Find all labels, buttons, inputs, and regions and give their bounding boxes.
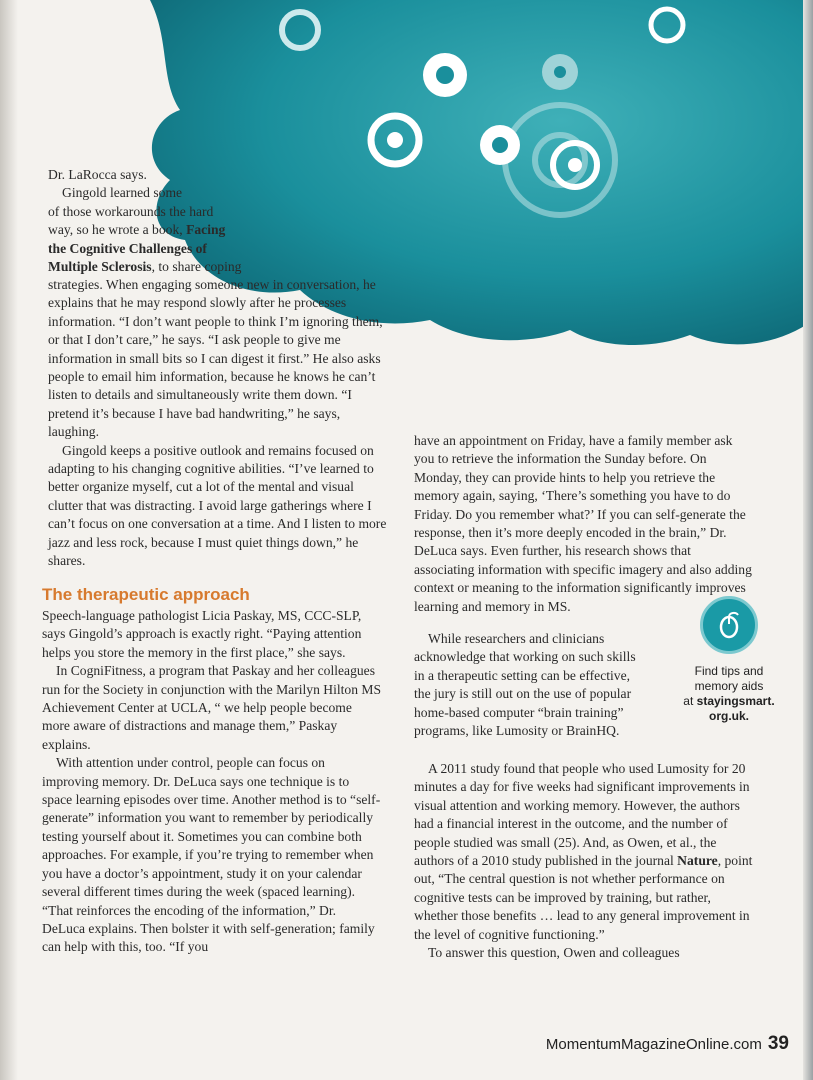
intro-line: of those workarounds the hard	[48, 203, 214, 219]
left-column-bottom	[42, 607, 382, 957]
book-title: Multiple Sclerosis	[48, 259, 152, 275]
callout-line: Find tips and	[694, 664, 764, 678]
paragraph: To answer this question, Owen and colleagues	[428, 945, 680, 961]
callout-link[interactable]: org.uk.	[708, 709, 749, 723]
paragraph: With attention under control, people can focus on improving memory. Dr. DeLuca says one technique is to space learning episodes over time. Another method is to “self-generate” information you want to remember by periodically testing yourself about it. Sometimes you can combine both approaches. For example, if you’re trying to remember when you have a doctor’s appointment, study it on your calendar several different times during the week (spaced learning). “That reinforces the encoding of the information,” Dr. DeLuca explains. Then bolster it with self-generation; family can help with this, too. “If you	[42, 755, 381, 955]
book-title: Facing	[186, 222, 226, 238]
callout-link[interactable]: stayingsmart.	[696, 694, 775, 708]
paragraph: A 2011 study found that people who used Lumosity for 20 minutes a day for five weeks had significant improvements in visual attention and working memory. However, the authors had a financial interest in the outcome, and the number of people studied was small (25). And, as Owen, et al., the authors of a 2010 study published in the journal Nature, point out, “The central question is not whether performance on cognitive tests can be improved by training, but rather, whether those benefits … lead to any general improvement in the level of cognitive functioning.”	[414, 761, 753, 942]
right-column-narrow	[414, 630, 644, 740]
tips-callout	[664, 596, 794, 724]
page-edge	[803, 0, 813, 1080]
paragraph: In CogniFitness, a program that Paskay and her colleagues run for the Society in conjunction with the Marilyn Hilton MS Achievement Center at UCLA, “ we help people become more aware of distractions and manage them,” Paskay explains.	[42, 663, 382, 752]
intro-line: way, so he wrote a book, Facing	[48, 222, 226, 238]
right-column-bottom	[414, 760, 754, 962]
intro-line: Multiple Sclerosis, to share coping	[48, 259, 242, 275]
intro-line	[48, 240, 248, 258]
intro-line: Gingold learned some	[62, 185, 183, 201]
intro-line: Dr. LaRocca says.	[48, 167, 147, 182]
callout-line	[664, 709, 794, 724]
paragraph: have an appointment on Friday, have a family member ask you to retrieve the information the Sunday before. On Monday, they can provide hints to help you retrieve the memory again, saying, ‘There’s something you have to do Friday. Do you remember what?’ If you can self-generate the response, then it’s more deeply encoded in the brain,” Dr. DeLuca says. Even further, his research shows that associating information with specific imagery and also adding context or meaning to the information significantly improves learning and memory in MS.	[414, 433, 752, 614]
paragraph: While researchers and clinicians acknowledge that working on such skills in a therapeutic setting can be effective, the jury is still out on the use of popular home-based computer “brain training” programs, like Lumosity or BrainHQ.	[414, 631, 636, 739]
page-gutter	[0, 0, 18, 1080]
journal-name: Nature	[677, 853, 718, 869]
page-number: 39	[767, 1033, 789, 1054]
footer-site: MomentumMagazineOnline.com	[545, 1036, 762, 1053]
intro-text	[48, 166, 248, 276]
mouse-icon	[700, 596, 758, 654]
section-heading: The therapeutic approach	[42, 585, 250, 604]
paragraph: Speech-language pathologist Licia Paskay, MS, CCC-SLP, says Gingold’s approach is exactly right. “Paying attention helps you store the memory in the first place,” she says.	[42, 608, 362, 660]
page-footer	[546, 1033, 789, 1055]
book-title: the Cognitive Challenges of	[48, 240, 207, 256]
callout-line: at stayingsmart.	[683, 694, 775, 708]
right-column-top	[414, 432, 754, 616]
left-column-top	[48, 276, 388, 571]
paragraph: strategies. When engaging someone new in conversation, he explains that he may respond slowly after he processes information. “I don’t want people to think I’m ignoring them, or that I don’t care,” he says. “I ask people to give me information in small bits so I can digest it first.” He also asks people to email him information, because he knows he can’t listen to details and simultaneously write them down. “I pretend it’s because I have bad handwriting,” he says, laughing.	[48, 277, 383, 440]
callout-line: memory aids	[694, 679, 764, 693]
paragraph: Gingold keeps a positive outlook and remains focused on adapting to his changing cognitive abilities. “I’ve learned to better organize myself, cut a lot of the mental and visual clutter that was distracting. I avoid large gatherings where I can’t focus on one conversation at a time. And I listen to more jazz and less rock, because I must quiet things down,” he shares.	[48, 442, 387, 569]
